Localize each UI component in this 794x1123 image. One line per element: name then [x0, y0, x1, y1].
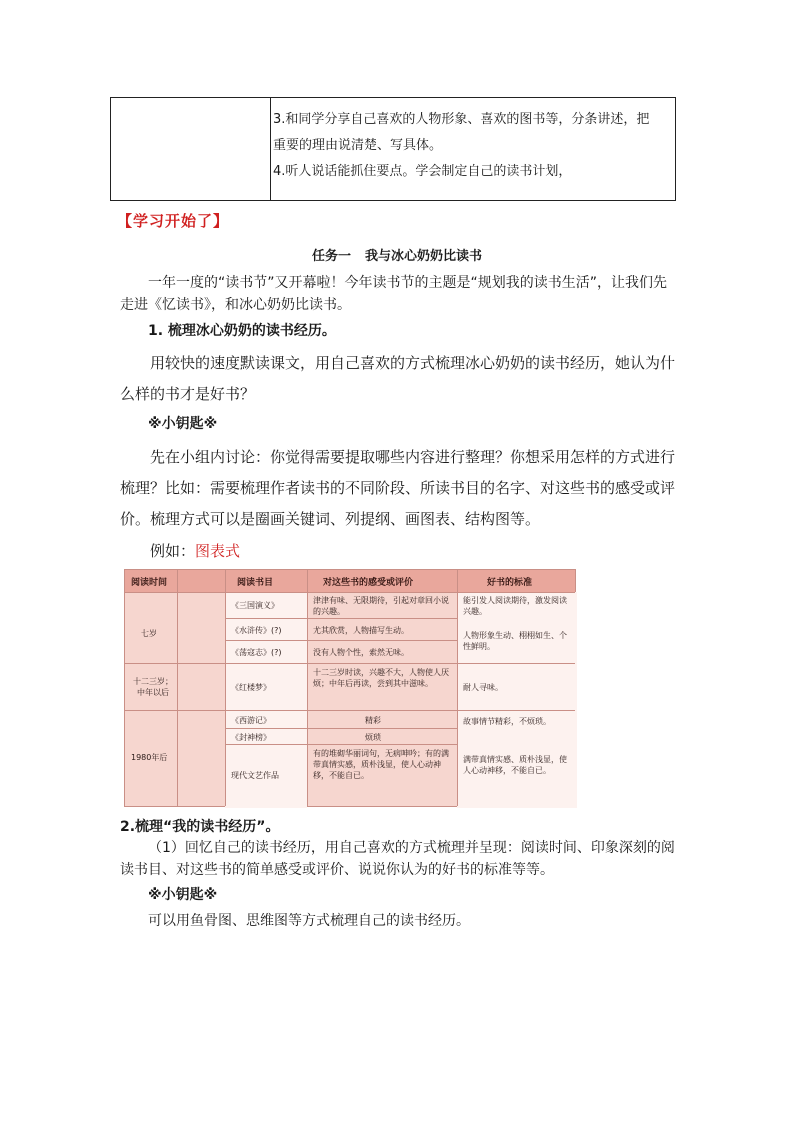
step1-title: 1. 梳理冰心奶奶的读书经历。 — [148, 323, 336, 339]
requirement-line-2: 重要的理由说清楚、写具体。 — [273, 138, 443, 153]
period-age7: 七岁 — [141, 629, 157, 638]
header-books: 阅读书目 — [237, 578, 274, 588]
book-fengshenbang: 《封神榜》 — [231, 733, 271, 742]
standard-meaning: 耐人寻味。 — [463, 683, 503, 692]
book-hongloumeng: 《红楼梦》 — [231, 683, 271, 692]
standard-plot: 故事情节精彩，不烦琐。 — [463, 717, 551, 726]
step2-text: （1）回忆自己的读书经历，用自己喜欢的方式梳理并呈现：阅读时间、印象深刻的阅读书目、对这些书的简单感受或评价、说说你认为的好书的标准等等。 — [120, 840, 675, 878]
key-label-2: ※小钥匙※ — [148, 887, 218, 903]
task1-intro: 一年一度的“读书节”又开幕啦！今年读书节的主题是“规划我的读书生活”，让我们先走进《忆读书》，和冰心奶奶比读书。 — [120, 275, 668, 313]
comment-sanguo: 津津有味、无限期待，引起对章回小说的兴趣。 — [313, 596, 449, 616]
key-text-1: 先在小组内讨论：你觉得需要提取哪些内容进行整理？你想采用怎样的方式进行梳理？比如：需要梳理作者读书的不同阶段、所读书目的名字、对这些书的感受或评价。梳理方式可以是圈画关键词、列提纲、画图表、结构图等。 — [120, 448, 676, 528]
comment-xiyouji: 精彩 — [365, 716, 381, 725]
comment-shuihu: 尤其欣赏，人物描写生动。 — [313, 626, 409, 635]
header-standards: 好书的标准 — [487, 578, 533, 588]
requirements-cell — [273, 107, 673, 185]
period-teen-midlife: 十二三岁；中年以后 — [133, 677, 173, 697]
comment-dangkou: 没有人物个性，索然无味。 — [313, 648, 409, 657]
step1-text: 用较快的速度默读课文，用自己喜欢的方式梳理冰心奶奶的读书经历，她认为什么样的书才是好书？ — [120, 354, 676, 403]
requirement-line-3: 4.听人说话能抓住要点。学会制定自己的读书计划， — [273, 164, 572, 179]
standard-characters: 人物形象生动、栩栩如生、个性鲜明。 — [463, 631, 567, 651]
requirement-line-1: 3.和同学分享自己喜欢的人物形象、喜欢的图书等，分条讲述，把 — [273, 112, 650, 127]
example-label: 例如： — [150, 542, 196, 560]
book-modern-works: 现代文艺作品 — [231, 771, 279, 780]
step2-title: 2.梳理“我的读书经历”。 — [120, 819, 280, 835]
book-sanguo: 《三国演义》 — [231, 601, 279, 610]
task1-title — [0, 245, 794, 264]
standard-interest: 能引发人阅读期待，激发阅读兴趣。 — [463, 596, 567, 616]
example-type: 图表式 — [195, 542, 241, 560]
task1-name: 我与冰心奶奶比读书 — [365, 249, 483, 264]
key-text-2: 可以用鱼骨图、思维图等方式梳理自己的读书经历。 — [148, 913, 470, 929]
task1-label: 任务一 — [311, 249, 351, 264]
example-line — [120, 536, 680, 567]
book-shuihu: 《水浒传》(?) — [231, 626, 282, 635]
key-label-1: ※小钥匙※ — [148, 416, 218, 432]
requirements-table — [110, 97, 676, 201]
book-xiyouji: 《西游记》 — [231, 716, 271, 725]
comment-modern-works: 有的堆砌华丽词句，无病呻吟；有的满带真情实感，质朴浅显，使人心动神移，不能自已。 — [313, 749, 449, 780]
header-comments: 对这些书的感受或评价 — [323, 578, 414, 588]
table-divider — [270, 98, 271, 200]
learning-heading: 【学习开始了】 — [117, 212, 230, 230]
comment-fengshenbang: 烦琐 — [365, 733, 381, 742]
standard-sincerity: 满带真情实感、质朴浅显，使人心动神移，不能自已。 — [463, 755, 567, 775]
header-time: 阅读时间 — [131, 578, 168, 588]
book-dangkou: 《荡寇志》(?) — [231, 648, 282, 657]
comment-hongloumeng: 十二三岁时读，兴趣不大，人物使人厌烦；中年后再读，尝到其中滋味。 — [313, 668, 449, 688]
period-1980: 1980年后 — [131, 753, 168, 762]
reading-experience-chart — [124, 569, 576, 807]
